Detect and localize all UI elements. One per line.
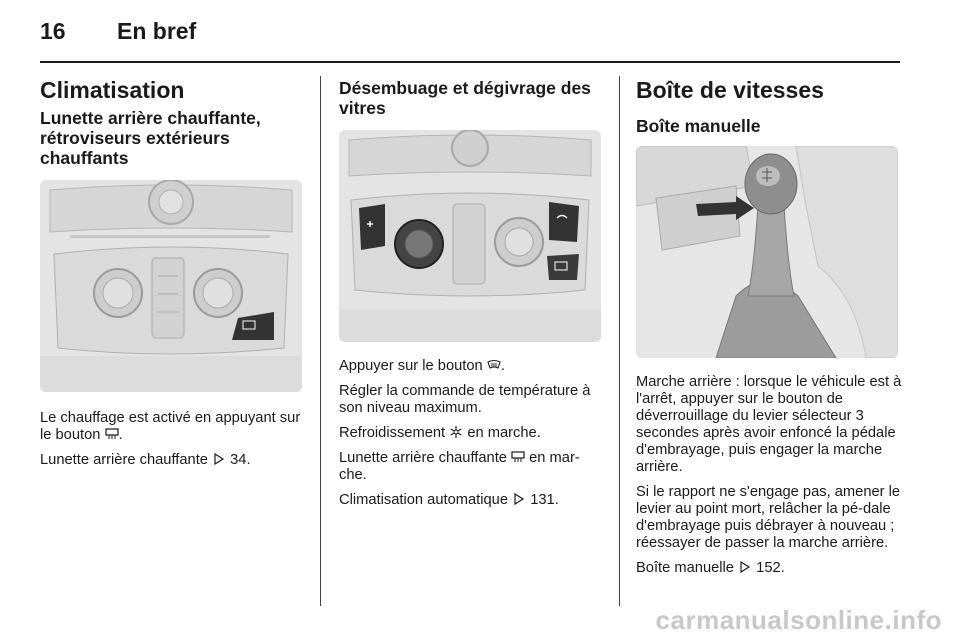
paragraph-rear-window: Lunette arrière chauffante en mar-che. (339, 450, 580, 483)
paragraph-reverse-gear: Marche arrière : lorsque le véhicule est à l'arrêt, appuyer sur le bouton de déverrouillage du levier sélecteur 3 secondes après avoir enfoncé la pédale d'embrayage, puis engager la marche arrière. (636, 374, 902, 475)
climate-panel-image (40, 180, 302, 392)
page-reference-link[interactable]: 152. (756, 560, 785, 576)
paragraph-gear-not-engaging: Si le rapport ne s'engage pas, amener le levier au point mort, relâcher la pé-dale d'embrayage puis débrayer à nouveau ; réessayer de passer la marche arrière. (636, 484, 901, 551)
watermark: carmanualsonline.info (655, 605, 942, 635)
paragraph-defrost-button: Appuyer sur le bouton . (339, 358, 505, 374)
column-divider-2 (619, 76, 620, 606)
snowflake-icon (449, 426, 463, 438)
paragraph-heating: Le chauffage est activé en appuyant sur le bouton . (40, 410, 301, 443)
column-gearbox (636, 74, 902, 585)
section-heading-defrost: Désembuage et dégivrage des vitres (339, 78, 591, 118)
paragraph-temperature: Régler la commande de température à son niveau maximum. (339, 383, 591, 416)
subheading-rear-window: Lunette arrière chauffante, rétroviseurs extérieurs chauffants (40, 108, 261, 168)
triangle-reference-icon (512, 493, 526, 505)
header-rule (40, 61, 900, 63)
defrost-panel-image (339, 130, 601, 342)
section-heading-gearbox: Boîte de vitesses (636, 77, 824, 103)
triangle-reference-icon (212, 453, 226, 465)
triangle-reference-icon (738, 561, 752, 573)
paragraph-cooling: Refroidissement en marche. (339, 425, 541, 441)
rear-window-heat-icon (511, 451, 525, 463)
gear-lever-image (636, 146, 898, 358)
paragraph-rear-window-ref: Lunette arrière chauffante 34. (40, 452, 251, 468)
column-climatisation (40, 74, 304, 477)
page-reference-link[interactable]: 34. (230, 452, 251, 468)
paragraph-auto-climate-ref: Climatisation automatique 131. (339, 492, 559, 508)
rear-window-heat-icon (105, 428, 119, 440)
section-heading-climatisation: Climatisation (40, 77, 185, 103)
page-reference-link[interactable]: 131. (530, 492, 559, 508)
subheading-manual-gearbox: Boîte manuelle (636, 116, 761, 136)
column-defrost (339, 74, 605, 517)
column-divider-1 (320, 76, 321, 606)
page-number: 16 (40, 18, 66, 44)
windscreen-defrost-icon (487, 359, 501, 371)
paragraph-manual-gearbox-ref: Boîte manuelle 152. (636, 560, 785, 576)
page-title: En bref (117, 18, 197, 44)
